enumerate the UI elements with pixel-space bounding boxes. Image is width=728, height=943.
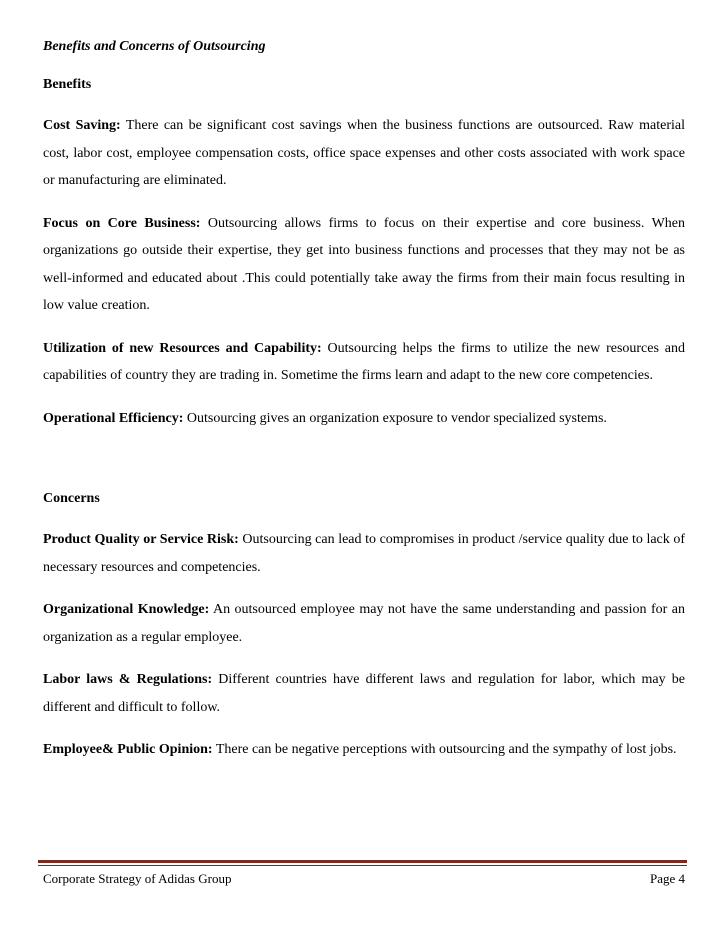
benefit-term: Operational Efficiency: [43, 410, 184, 426]
footer-divider-thick [38, 860, 687, 863]
benefit-term: Focus on Core Business: [43, 215, 201, 231]
benefits-heading: Benefits [43, 77, 92, 92]
footer-page-number: Page 4 [649, 871, 685, 886]
document-title: Benefits and Concerns of Outsourcing [43, 39, 266, 54]
benefit-utilization [43, 335, 685, 390]
concern-quality-risk [43, 526, 685, 581]
benefit-term: Cost Saving: [43, 118, 121, 133]
concern-labor-laws [43, 666, 685, 721]
concern-text: There can be negative perceptions with outsourcing and the sympathy of lost jobs. [215, 742, 677, 757]
benefit-term: Utilization of new Resources and Capability: [43, 340, 322, 356]
concern-term: Labor laws & Regulations: [43, 672, 213, 687]
concern-text: Different countries have different laws and regulation for labor, which may be different and difficult to follow. [43, 672, 685, 715]
concern-public-opinion [43, 736, 685, 764]
page-footer [43, 870, 685, 888]
benefit-text: There can be significant cost savings when the business functions are outsourced. Raw material cost, labor cost, employee compensation costs, office space expenses and other costs associated with work space or manufacturing are eliminated. [43, 118, 686, 188]
benefit-text: Outsourcing allows firms to focus on their expertise and core business. When organizations go outside their expertise, they get into business functions and processes that they may not be as well-informed and educated about .This could potentially take away the firms from their main focus resulting in low value creation. [43, 215, 686, 313]
footer-document-title: Corporate Strategy of Adidas Group [43, 871, 232, 886]
concern-term: Product Quality or Service Risk: [43, 532, 239, 547]
concern-text: An outsourced employee may not have the same understanding and passion for an organization as a regular employee. [43, 602, 685, 645]
benefit-text: Outsourcing helps the firms to utilize the new resources and capabilities of country they are trading in. Sometime the firms learn and adapt to the new core competencies. [43, 340, 685, 383]
benefit-cost-saving [43, 112, 685, 195]
concern-text: Outsourcing can lead to compromises in product /service quality due to lack of necessary resources and competencies. [43, 532, 686, 575]
benefit-focus-core [43, 210, 685, 320]
concern-term: Employee& Public Opinion: [43, 742, 213, 757]
concern-term: Organizational Knowledge: [43, 602, 210, 617]
concern-org-knowledge [43, 596, 685, 651]
footer-divider-thin [38, 865, 687, 866]
document-page [43, 36, 685, 764]
concerns-heading: Concerns [43, 491, 100, 506]
benefit-operational-efficiency [43, 405, 685, 433]
benefit-text: Outsourcing gives an organization exposure to vendor specialized systems. [186, 410, 607, 426]
